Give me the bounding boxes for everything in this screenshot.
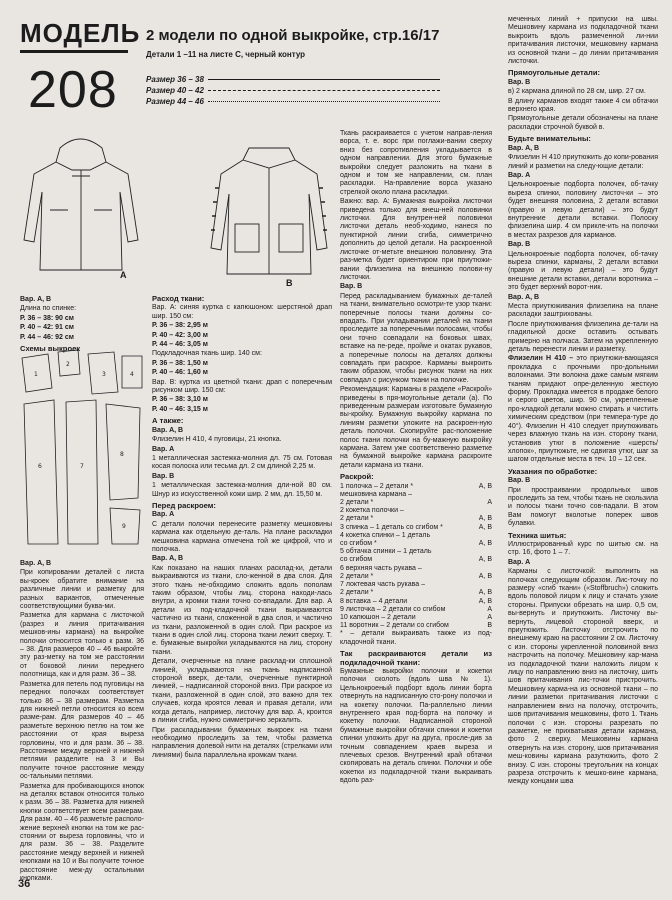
fabric-b: Вар. В: куртка из цветной ткани: драп с поперечным рисунком шир. 150 см: <box>152 378 332 395</box>
cutting-part: 11 воротник – 2 детали со сгибом <box>340 622 449 630</box>
var-heading-2: Вар. А, В <box>20 560 52 567</box>
lining-heading: Так раскраиваются детали из подкладочной ткани: <box>340 649 492 667</box>
before-cut-heading: Перед раскроем: <box>152 500 216 510</box>
cutting-part: 7 локтевая часть рукава – <box>340 581 425 589</box>
cutting-heading: Раскрой: <box>340 472 374 482</box>
cutting-row <box>340 507 492 515</box>
cutting-part: 8 вставка – 4 детали <box>340 597 408 605</box>
cutting-part: 2 детали * <box>340 589 374 597</box>
rect-var: Вар. В <box>508 78 531 86</box>
attention-heading: Будьте внимательны: <box>508 134 591 144</box>
cutting-part: 4 кокетка спинки – 1 деталь <box>340 531 431 539</box>
cutting-row <box>340 499 492 507</box>
cutting-part: 9 листочка – 2 детали со сгибом <box>340 605 446 613</box>
attention-p3: Цельнокроеные подборта полочек, об-тачку выреза спинки, карманы, 2 детали вставки (правую и левую детали) – это будут внешние детали вставки, детали воротника – это будет верхний ворот-ник. <box>508 250 658 292</box>
col4-top: меченных линий + припуски на швы. Мешковину кармана из подкладочной ткани выкроить вдоль размеченной ли-нии притачивания листочки, мешковину кармана из основной ткани – до линии притачивания листочки. <box>508 16 658 66</box>
cutting-variant: А, В <box>478 482 492 490</box>
processing-var: Вар. В <box>508 477 531 485</box>
fourth-column <box>508 16 658 788</box>
left-column-text <box>20 560 144 884</box>
technique-text: Иллюстрированный курс по шитью см. на стр. 16, фото 1 – 7. <box>508 540 658 557</box>
cutting-table <box>340 483 492 631</box>
cutting-part: 5 обтачка спинки – 1 деталь <box>340 548 432 556</box>
jacket-a-illustration <box>20 130 142 290</box>
pattern-schemes <box>18 348 146 548</box>
page-title: 2 модели по одной выкройке, стр.16/17 <box>146 27 440 44</box>
cutting-row <box>340 614 492 622</box>
jacket-b-illustration <box>205 138 333 288</box>
attention-p1: Флизелин Н 410 приутюжить до копи-рования линий и разметки на следу-ющие детали: <box>508 154 658 170</box>
cutting-row <box>340 598 492 606</box>
cutting-row <box>340 622 492 630</box>
svg-text:7: 7 <box>80 463 84 470</box>
cutting-variant <box>476 565 492 573</box>
cutting-part: 6 верхняя часть рукава – <box>340 564 422 572</box>
before-cut-var-ab: Вар. А, В <box>152 555 184 563</box>
rect-p1: в) 2 кармана длиной по 28 см, шир. 27 см. <box>508 88 646 96</box>
left-paragraph-1: При копировании деталей с листа вы-кроек обратите внимание на различные линии и разметку для разных вариантов, отмеченные соответствующими буква-ми. <box>20 569 144 611</box>
fabric-a: Вар. А: синяя куртка с капюшоном: шерстяной драп шир. 150 см: <box>152 304 332 320</box>
attention-var-ab-2: Вар. А, В <box>508 293 540 301</box>
col3-var-b: Вар. В <box>340 283 363 291</box>
cutting-row <box>340 483 492 491</box>
cutting-part: 10 капюшон – 2 детали <box>340 613 416 621</box>
schemes-heading: Схемы выкроек <box>20 344 81 354</box>
fliselin-text: это приутюжи-вающаяся прокладка с прочными про-дольными волокнами. Эти волокна даже самым мягким тканям придают опре-деленную жесткую форму. Прокладка имеется в продаже белого и серого цветов, шир. 90 см, укрепленные про-кладкой детали можно стирать и чистить химическим средством (при темпера-туре до 40°). Флизелин Н 410 следует приутюживать через влажную ткань на изн. сторону ткани, установив утюг в положение «шерсть/хлопок», приутюжьте, не сдвигая утюг, шаг за шагом отдельные места в теч. 10 – 12 сек. <box>508 355 658 464</box>
col3-p1: Ткань раскраивается с учетом направ-ления ворса, т. е. ворс при поглажи-вании сверху вниз без сопротивления укладывается в одном направлении. Для этого бумажные выкройки следует разложить на ткани в одном и том же направлении, см. план раскладки. На-правление ворса указано стрелкой около плана раскладки. <box>340 130 492 196</box>
cutting-variant <box>476 532 492 540</box>
col3-p2: Важно: вар. А: Бумажная выкройка листочки приведена только для внеш-ней половинки листочки. Для внутрен-ней половинки листочки деталь необ-ходимо, нанеся по пунктирной линии сгиба, симметрично дополнить до целой детали. На раскроенной листочке от-метьте внешнюю половинку. Эта раз-метка будет ориентиром при приутюжи-вании флизелина на внешнюю полови-ну листочки. <box>340 198 492 281</box>
before-cut-p1: С детали полочки перенесите разметку мешковины кармана как отдельную де-таль. На плане раскладки мешковина кармана отмечена той же цифрой, что и полочка. <box>152 520 332 553</box>
cutting-variant: А, В <box>478 572 492 580</box>
also-heading: А также: <box>152 416 184 426</box>
svg-text:9: 9 <box>122 523 126 530</box>
cutting-row <box>340 515 492 523</box>
fabric-a-size-2: Р. 40 – 42: 3,00 м <box>152 331 208 339</box>
also-var-ab: Вар. А, В <box>152 426 184 434</box>
cutting-variant: А, В <box>478 540 492 548</box>
page-subtitle: Детали 1 –11 на листе С, черный контур <box>146 50 306 59</box>
lining-a-size-2: Р. 40 – 46: 1,60 м <box>152 369 208 377</box>
rect-p2: В длину карманов входят также 4 см обтачки верхнего края. <box>508 97 658 114</box>
size-44-46: Размер 44 – 46 <box>146 97 204 106</box>
technique-var: Вар. А <box>508 558 531 566</box>
third-column <box>340 130 492 787</box>
left-paragraph-2: Разметка для кармана с листочкой (разрез и линия притачивания мешков-ины кармана) на выкройке полочки относится только к разм. 36 – 38. Для размеров 40 – 46 выкройте эту раз-метку на том же расстоянии от боковой линии переднего полотнища, как и для разм. 36 – 38. <box>20 612 144 679</box>
fabric-b-size-2: Р. 40 – 46: 3,15 м <box>152 405 208 413</box>
attention-var-b: Вар. В <box>508 241 531 249</box>
cutting-variant: В <box>487 622 492 630</box>
before-cut-p2: Как показано на наших планах расклад-ки, детали выкраиваются из ткани, сло-женной в два слоя. Для этого ткань не-обходимо сложить вдоль пополам таким образом, чтобы лиц. сторона находи-лась внутри, а кромки ткани точно со-впадали. Для вар. А детали из под-кладочной ткани выкраиваются частично из ткани, сложенной в два слоя, и частично из ткани, разложенной в один слой. При раскрое из ткани в один слой лиц. сторона ткани лежит сверху. Т. е. бумажные выкройки укладываются на лиц. сторону ткани. <box>152 564 332 656</box>
cutting-part: 2 детали * <box>340 572 374 580</box>
cutting-row <box>340 589 492 597</box>
attention-p4: Места приутюживания флизелина на плане раскладки заштрихованы. <box>508 303 658 319</box>
fabric-b-size-1: Р. 36 – 38: 3,10 м <box>152 396 208 404</box>
technique-text-2: Карманы с листочкой: выполнить на полочках следующим образом. Лис-точку по размеру «сгиб ткани» («Stoffbruch») сложить вдоль половой лицом к лицу и стачать узкие стороны. Припуски обрезать на шир. 0,5 см, вы-вернуть и приутюжить. Листочку вы-вернуть, лицевой стороной вверх, и приутюжить. Листочку отстрочить по внешнему краю на расстоянии 2 см. Листочку с изн. стороны укрепленной половиной вниз настрочить на полочку. Мешковину кар-мана из подкладочной ткани наложить лицом к лицу по направлению вниз на листочку, шить шов притачивания лис-точки пристрочить. Мешковину карма-на из основной ткани – по линии разметки притачивания листочки с направлением вниз на полочку, отстрочить, шов притачивания мешковины, фото 1. Ткань полочки с изн. стороны разрезать по разметке, не прихватывая детали кармана, фото 2 сверху. Мешковины кармана отвернуть на изн. сторону, шов притачивания меш-ковины кармана разутюжить, фото 2 внизу. С изн. стороны треугольник на концах разреза отстрочить к мешко-вине кармана, между концами шва <box>508 568 658 786</box>
cutting-variant <box>476 507 492 515</box>
left-paragraph-3: Разметка для петель под пуговицы на передних полочках соответствует только 86 – 38 размерам. Разметка для нижней петли относится ко всем разме-рам. Для размеров 40 – 46 разметьте верхнюю петлю на том же расстоянии от края выреза горловины, что и для разм. 36 – 38. Расстояние между верхней и нижней петлями разделите на 3 и Вы получите точное расстояние между ос-тальными петлями. <box>20 680 144 781</box>
cutting-row <box>340 524 492 532</box>
var-heading: Вар. А, В <box>20 296 52 303</box>
model-label: МОДЕЛЬ <box>20 18 141 48</box>
cutting-row <box>340 581 492 589</box>
cutting-variant: А <box>487 499 492 507</box>
cutting-variant: А <box>487 605 492 613</box>
before-cut-p3: Детали, очерченные на плане расклад-ки сплошной линией, укладываются на ткань надписанной стороной вверх, де-тали, очерченные пунктирной линией, – надписанной стороной вниз. При раскрое из ткани, разложенной в один слой, это важно для тех случаев, когда кроятся левая и правая детали, или когда деталь, например, листочку для вар. А, кроится в линии сгиба, нужно симметрично зеркалить. <box>152 658 332 725</box>
svg-text:6: 6 <box>38 463 42 470</box>
length-2: Р. 40 – 42: 91 см <box>20 324 74 332</box>
attention-p2: Цельнокроеные подборта полочек, об-тачку выреза спинки, половину листоч-ки – это будет внешняя половина, 2 детали вставки (правую и левую детали) – это будут внутренние детали вставки. Полоску флизелина шир. 4 см прикле-ить на полочки в местах разрезов для карманов. <box>508 181 658 239</box>
cutting-part: 2 детали * <box>340 515 374 523</box>
cutting-row <box>340 491 492 499</box>
lining-a: Подкладочная ткань шир. 140 см: <box>152 350 262 358</box>
also-a-text: 1 металлическая застежка-молния дл. 75 см. Готовая косая полоска или тесьма дл. 2 см длиной 2,25 м. <box>152 454 332 471</box>
processing-text: При простраивании продольных швов проследить за тем, чтобы ткань не скользила и полосы ткани точно сов-падали. В этом Вам помогут вколотые поперек швов булавки. <box>508 486 658 528</box>
cutting-variant: А, В <box>478 523 492 531</box>
length-label: Длина по спинке: <box>20 305 77 313</box>
cutting-variant: А <box>487 613 492 621</box>
cutting-part: со сгибом * <box>340 540 377 548</box>
also-var-b: Вар. В <box>152 472 175 480</box>
left-paragraph-4: Разметка для пробивающихся кнопок на деталях вставок относится только к разм. 36 – 38. Разметка для нижней кнопки соответствует всем размерам. Для разм. 40 – 46 разметьте располо-жение верхней кнопки на том же рас-стоянии от выреза горловины, что и для разм. 36 – 38. Разделите расстояние между верхней и нижней кнопками на 10 и Вы получите точное расстояние меж-ду остальными кнопками. <box>20 782 144 883</box>
lining-a-size-1: Р. 36 – 38: 1,50 м <box>152 359 208 367</box>
fabric-a-size-3: Р. 44 – 46: 3,05 м <box>152 341 208 349</box>
svg-text:2: 2 <box>66 361 70 368</box>
rect-heading: Прямоугольные детали: <box>508 68 601 78</box>
left-column <box>20 296 144 354</box>
fabric-heading: Расход ткани: <box>152 294 205 303</box>
cutting-variant <box>476 581 492 589</box>
cutting-row <box>340 573 492 581</box>
before-cut-var-a: Вар. А <box>152 511 175 519</box>
fig-a-label: A <box>120 270 127 280</box>
cutting-part: 2 детали * <box>340 499 374 507</box>
cutting-part: 2 кокетка полочки – <box>340 507 404 515</box>
fliselin-heading: Флизелин Н 410 – <box>508 355 574 363</box>
fabric-a-size-1: Р. 36 – 38: 2,95 м <box>152 322 208 330</box>
before-cut-p4: При раскладывании бумажных выкроек на ткани необходимо проследить за тем, чтобы разметка направления долевой нити на деталях (стрелками или линиями) была параллельна кромкам ткани. <box>152 726 332 759</box>
col3-p3: Перед раскладыванием бумажных де-талей на ткани, внимательно осмотри-те узор ткани: поперечные полосы ткани должны со-впадать. При укладывании деталей на ткани проследите за поперечными полосами, чтобы они точно совпадали на боковых швах, вставке на пе-реде, пройме и окатах рукавов, а поперечные полосы на деталях должны совпадать при раскрое. Карманы выкроить таким образом, чтобы рисунок ткани на них совпадал с рисунком ткани на полочке. <box>340 292 492 384</box>
length-1: Р. 36 – 38: 90 см <box>20 314 74 322</box>
header-rule <box>20 50 128 53</box>
lining-paragraph: Бумажные выкройки полочки и кокетки полочки сколоть (вдоль шва № 1). Цельнокроеный подборт вдоль линии борта отвернуть на надписанную сто-рону полочки и на кокетку полочки. Па-раллельно линии внутреннего края под-борта на полочку и кокетку полочки. Надписанной стороной бумажные выкройки обтачки спинки и кокетки спинки уложить друг на друга, просле-див за точным совпадением краев выреза и плечевых срезов. Внутренний край обтачки скопировать на деталь спинки. Полочки и обе кокетки из подкладочной ткани выкраивать вдоль раз- <box>340 667 492 785</box>
also-b-text: 1 металлическая застежка-молния дли-ной 80 см. Шнур из искусственной кожи шир. 2 мм, дл. 15,50 м. <box>152 482 332 498</box>
cutting-variant: А, В <box>478 589 492 597</box>
cutting-row <box>340 532 492 540</box>
svg-text:4: 4 <box>130 371 134 378</box>
also-ab-text: Флизелин Н 410, 4 пуговицы, 21 кнопка. <box>152 436 282 444</box>
rect-p3: Прямоугольные детали обозначены на плане раскладки строчной буквой в. <box>508 115 658 131</box>
cutting-row <box>340 565 492 573</box>
svg-text:3: 3 <box>102 371 106 378</box>
processing-heading: Указания по обработке: <box>508 466 598 476</box>
fig-b-label: B <box>286 278 293 288</box>
technique-heading: Техника шитья: <box>508 530 567 540</box>
size-36-38: Размер 36 – 38 <box>146 75 204 84</box>
cutting-variant: А, В <box>478 597 492 605</box>
cutting-part: со сгибом <box>340 556 373 564</box>
cutting-note: * – детали выкраивать также из под-кладочной ткани. <box>340 630 492 646</box>
cutting-row <box>340 556 492 564</box>
cutting-variant: А, В <box>478 556 492 564</box>
attention-var-a: Вар. А <box>508 171 531 179</box>
svg-text:1: 1 <box>34 371 38 378</box>
cutting-variant <box>476 548 492 556</box>
attention-var-ab: Вар. А, В <box>508 144 540 152</box>
size-40-42: Размер 40 – 42 <box>146 86 204 95</box>
also-var-a: Вар. А <box>152 445 175 453</box>
attention-p5: После приутюживания флизелина де-тали на гладильной доске оставить остывать примерно на полчаса. Затем на укрепленную деталь перенести линии и разметку. <box>508 320 658 354</box>
middle-column <box>152 292 332 761</box>
col3-p4: Рекомендация: Карманы в разделе «Раскрой» приведены в пря-моугольные детали (а). По приведенным размерам изготовьте бумажную вы-кройку. Бумажную выкройку кармана по линиям разметки уложите на раскроен-ную деталь полочки. Скопируйте рас-положение полос ткани полочки на бу-мажную выкройку кармана. Затем уже соответственно разметке на бумажной выкройке кармана раскроите детали кармана из ткани. <box>340 386 492 469</box>
cutting-part: мешковина кармана – <box>340 490 412 498</box>
cutting-row <box>340 606 492 614</box>
cutting-variant <box>476 491 492 499</box>
model-number: 208 <box>28 61 118 119</box>
size-legend <box>146 74 440 107</box>
cutting-part: 3 спинка – 1 деталь со сгибом * <box>340 523 443 531</box>
cutting-part: 1 полочка – 2 детали * <box>340 482 414 490</box>
cutting-variant: А, В <box>478 515 492 523</box>
svg-text:8: 8 <box>120 451 124 458</box>
length-3: Р. 44 – 46: 92 см <box>20 333 74 341</box>
page-number: 36 <box>18 878 31 890</box>
